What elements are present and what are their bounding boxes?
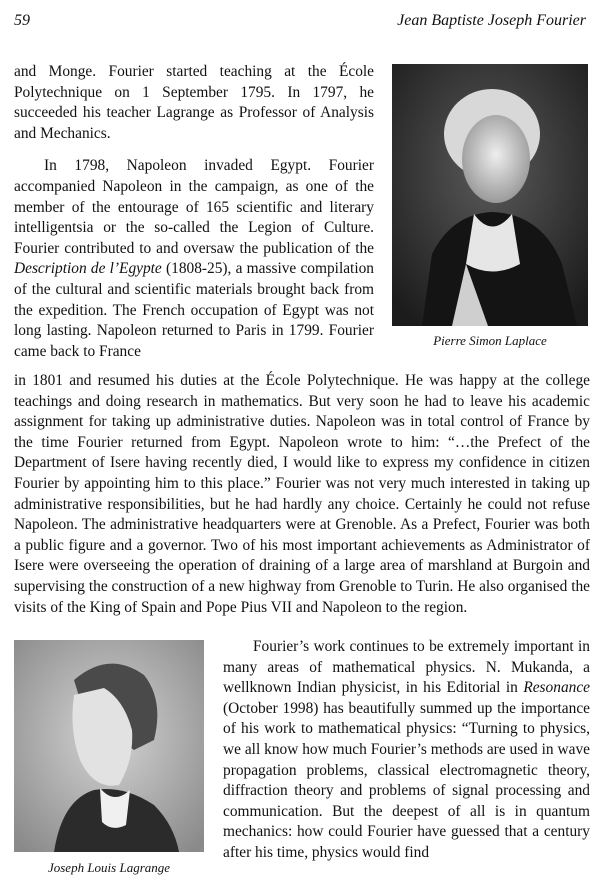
lagrange-portrait [14, 640, 204, 852]
laplace-caption: Pierre Simon Laplace [433, 333, 547, 348]
page-header [14, 12, 586, 32]
running-title: Jean Baptiste Joseph Fourier [397, 12, 586, 29]
lagrange-caption: Joseph Louis Lagrange [47, 860, 171, 875]
paragraph-1: and Monge. Fourier started teaching at the École Polytechnique on 1 September 1795. In 1797, he succeeded his teacher Lagrange as Professor of Analysis and Mechanics. [14, 63, 374, 142]
page-number: 59 [14, 12, 30, 29]
laplace-portrait [392, 64, 588, 326]
book-title: Description de l’Egypte [14, 260, 162, 278]
text-column-bottom [223, 637, 590, 864]
paragraph-3: Fourier’s work continues to be extremely important in many areas of mathematical physics. N. Mukanda, a wellknown Indian physicist, in his Editorial in Resonance (October 1998) has beautifully summed up the importance of his work to mathematical physics: “Turning to physics, we all know how much Fourier’s methods are used in wave propagation problems, classical electromagnetic theory, diffraction theory and problems of signal processing and communication. But the deepest of all is in quantum mechanics: how could Fourier have guessed that a century after his time, physics would find [223, 638, 590, 861]
paragraph-2-start: In 1798, Napoleon invaded Egypt. Fourier accompanied Napoleon in the campaign, as one of the member of the entourage of 165 scientific and literary intelligentsia or the so-called the Legion of Culture. Fourier contributed to and oversaw the publication of the Description de l’Egypte (1808-25), a massive compilation of the cultural and scientific materials brought back from the expedition. The French occupation of Egypt was not long lasting. Napoleon returned to Paris in 1799. Fourier came back to France [14, 157, 374, 360]
text-full-width [14, 371, 590, 618]
journal-title: Resonance [523, 679, 590, 697]
paragraph-2-continued: in 1801 and resumed his duties at the École Polytechnique. He was happy at the college teachings and doing research in mathematics. But very soon he had to leave his academic assignment for taking up administrative duties. Napoleon was in total control of France by the time Fourier returned from Egypt. Napoleon wrote to him: “…the Prefect of the Department of Isere having recently died, I would like to express my confidence in citizen Fourier by appointing him to this place.” Fourier was not very much interested in taking up administrative responsibilities, but he had hardly any choice. Certainly he could not refuse Napoleon. The administrative headquarters were at Grenoble. As a Prefect, Fourier was both a public figure and a governor. Two of his most important achievements as Administrator of Isere were overseeing the operation of draining of a large area of marshland at Burgoin and supervising the construction of a new highway from Grenoble to Turin. He also organised the visits of the King of Spain and Pope Pius VII and Napoleon to the region. [14, 372, 590, 616]
text-column-top [14, 62, 374, 362]
